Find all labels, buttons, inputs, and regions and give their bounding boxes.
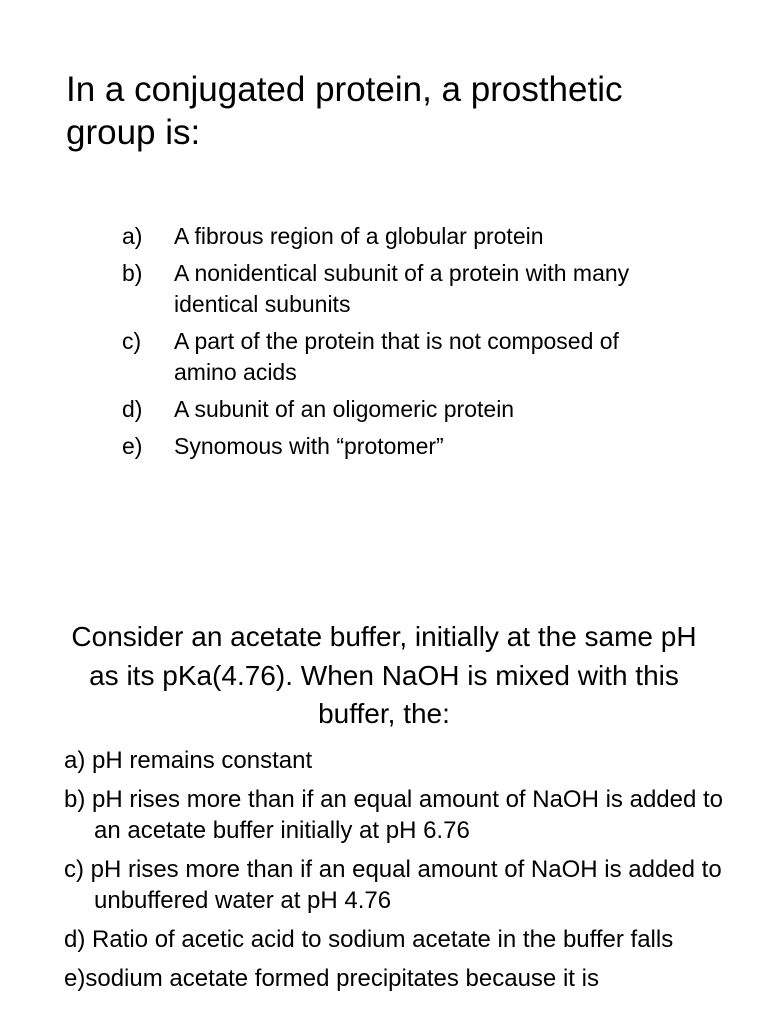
question-1-options [122,221,682,468]
option-letter: b) [122,260,143,286]
question-2-options [64,745,724,1002]
option-text: A subunit of an oligomeric protein [174,396,515,422]
option-c: c) pH rises more than if an equal amount of NaOH is added to unbuffered water at pH 4.76 [64,856,722,914]
option-c [122,326,682,388]
option-text: A nonidentical subunit of a protein with many identical subunits [174,260,630,317]
option-a: a) pH remains constant [64,747,313,774]
option-b: b) pH rises more than if an equal amount of NaOH is added to an acetate buffer initially at pH 6.76 [64,786,724,844]
question-2-title: Consider an acetate buffer, initially at the same pH as its pKa(4.76). When NaOH is mixed with this buffer, the: [71,621,697,729]
question-1-title: In a conjugated protein, a prosthetic group is: [66,70,623,152]
option-e: e)sodium acetate formed precipitates because it is [64,965,599,992]
option-text: A part of the protein that is not composed of amino acids [174,328,619,385]
option-letter: e) [122,433,143,459]
option-letter: c) [122,328,142,354]
option-b [122,258,682,320]
option-letter: d) [122,396,143,422]
option-letter: a) [122,223,143,249]
option-d [122,394,682,425]
option-a [122,221,682,252]
option-text: A fibrous region of a globular protein [174,223,544,249]
option-d: d) Ratio of acetic acid to sodium acetate in the buffer falls [64,926,674,953]
question-2-slide [0,600,768,1024]
option-e [122,431,682,462]
option-text: Synomous with “protomer” [174,433,444,459]
